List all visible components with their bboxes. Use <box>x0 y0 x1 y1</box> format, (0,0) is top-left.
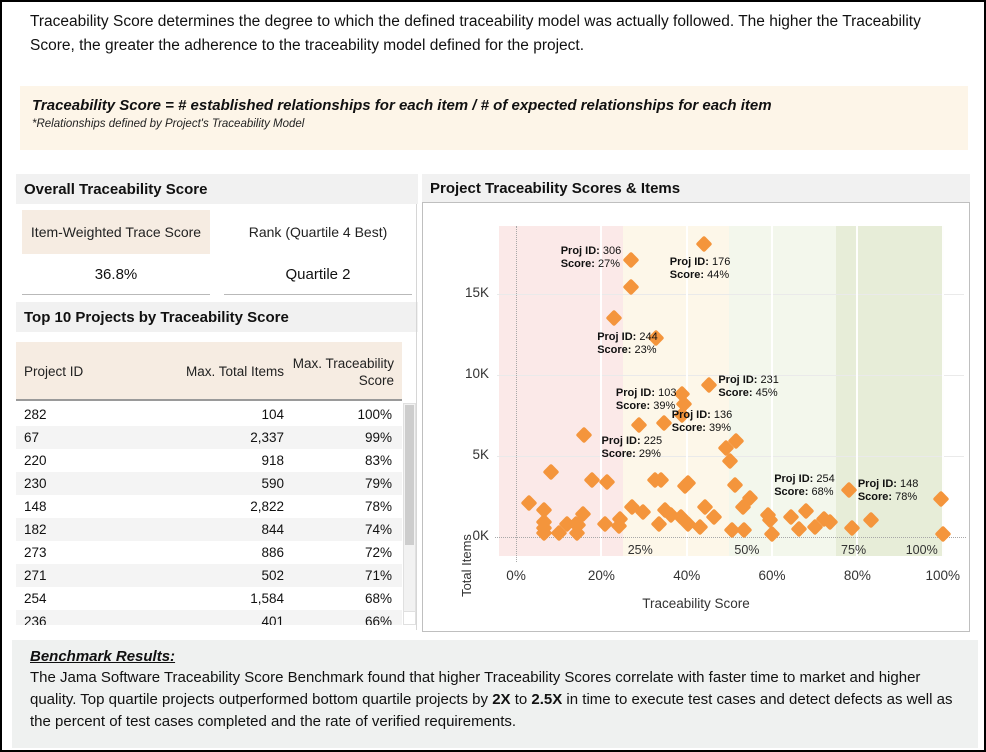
table-row[interactable] <box>16 541 402 564</box>
col-header-max-traceability-score: Max. Traceability Score <box>292 356 394 388</box>
y-axis-tick-label: 10K <box>464 365 489 381</box>
col-header-project-id: Project ID <box>24 364 84 379</box>
quartile-zone <box>499 226 623 556</box>
quartile-boundary-label: 25% <box>627 542 653 557</box>
point-annotation: Proj ID: 231 Score: 45% <box>718 373 779 399</box>
rank-value: Quartile 2 <box>285 266 351 283</box>
quartile-boundary-label: 75% <box>841 542 867 557</box>
item-weighted-score-label: Item-Weighted Trace Score <box>22 210 210 254</box>
point-annotation: Proj ID: 136 Score: 39% <box>671 408 733 435</box>
col-header-max-total-items: Max. Total Items <box>185 364 284 379</box>
x-gridline <box>942 226 944 556</box>
benchmark-title: Benchmark Results: <box>30 648 176 665</box>
table-cell: 590 <box>261 476 284 491</box>
panel-divider <box>416 204 417 630</box>
rank-label: Rank (Quartile 4 Best) <box>248 223 388 240</box>
table-row[interactable] <box>16 495 402 518</box>
table-cell: 844 <box>261 522 284 537</box>
x-axis-tick-label: 100% <box>925 568 960 583</box>
table-cell: 1,584 <box>250 591 284 606</box>
table-cell: 104 <box>261 407 284 422</box>
table-cell: 2,337 <box>250 430 284 445</box>
table-cell: 273 <box>24 545 47 560</box>
x-axis-tick-label: 80% <box>843 568 871 583</box>
table-cell: 99% <box>364 430 392 445</box>
formula-box <box>20 86 968 150</box>
x-gridline <box>600 226 602 556</box>
point-annotation: Proj ID: 148 Score: 78% <box>857 477 919 503</box>
item-weighted-score-value: 36.8% <box>94 266 138 283</box>
table-row[interactable] <box>16 426 402 449</box>
table-cell: 79% <box>364 476 392 491</box>
x-gridline <box>856 226 858 556</box>
x-axis-title: Traceability Score <box>642 596 750 611</box>
formula-text: Traceability Score = # established relationships for each item / # of expected relationships for each item <box>32 97 772 114</box>
point-annotation: Proj ID: 244 Score: 23% <box>597 331 658 357</box>
table-cell: 78% <box>364 499 392 514</box>
y-axis-tick-label: 0K <box>472 527 489 543</box>
table-cell: 182 <box>24 522 47 537</box>
chart-section-title: Project Traceability Scores & Items <box>422 174 970 202</box>
kpi-underline-left <box>22 294 210 295</box>
table-header <box>16 342 402 401</box>
table-row[interactable] <box>16 564 402 587</box>
quartile-boundary-label: 100% <box>905 542 938 557</box>
scrollbar-footer <box>404 611 415 624</box>
overall-score-section-title: Overall Traceability Score <box>16 174 418 204</box>
formula-footnote: *Relationships defined by Project's Traceability Model <box>32 118 305 130</box>
table-row[interactable] <box>16 403 402 426</box>
table-cell: 230 <box>24 476 47 491</box>
table-cell: 502 <box>261 568 284 583</box>
table-cell: 918 <box>261 453 284 468</box>
point-annotation: Proj ID: 254 Score: 68% <box>774 472 835 498</box>
x-axis-tick-label: 20% <box>587 568 615 583</box>
table-cell: 220 <box>24 453 47 468</box>
table-cell: 236 <box>24 614 47 625</box>
table-cell: 68% <box>364 591 392 606</box>
quartile-zone <box>836 226 944 556</box>
zero-x-refline <box>516 226 517 562</box>
top10-table <box>16 342 416 625</box>
table-cell: 83% <box>364 453 392 468</box>
x-axis-tick-label: 0% <box>506 568 526 583</box>
top10-section-title: Top 10 Projects by Traceability Score <box>16 302 418 332</box>
table-cell: 148 <box>24 499 47 514</box>
table-row[interactable] <box>16 472 402 495</box>
table-row[interactable] <box>16 610 402 625</box>
point-annotation: Proj ID: 103 Score: 39% <box>615 387 677 413</box>
table-row[interactable] <box>16 449 402 472</box>
intro-text: Traceability Score determines the degree to which the defined traceability model was actually followed. The higher the Traceability Score, the greater the adherence to the traceability model defined for the project. <box>30 13 921 55</box>
x-axis-tick-label: 60% <box>758 568 786 583</box>
quartile-boundary-label: 50% <box>734 542 760 557</box>
benchmark-section <box>12 640 978 748</box>
point-annotation: Proj ID: 225 Score: 29% <box>601 434 663 461</box>
y-gridline <box>497 294 964 295</box>
table-cell: 886 <box>261 545 284 560</box>
scrollbar-thumb[interactable] <box>405 405 414 545</box>
table-cell: 71% <box>364 568 392 583</box>
y-axis-tick-label: 5K <box>472 446 489 462</box>
table-cell: 66% <box>364 614 392 625</box>
table-row[interactable] <box>16 518 402 541</box>
table-row[interactable] <box>16 587 402 610</box>
table-scrollbar[interactable] <box>403 403 416 625</box>
table-cell: 100% <box>357 407 392 422</box>
table-body <box>16 403 402 625</box>
point-annotation: Proj ID: 176 Score: 44% <box>669 255 731 281</box>
table-cell: 2,822 <box>250 499 284 514</box>
table-cell: 67 <box>24 430 40 445</box>
table-cell: 72% <box>364 545 392 560</box>
scatter-chart <box>422 202 970 632</box>
table-cell: 401 <box>261 614 284 625</box>
point-annotation: Proj ID: 306 Score: 27% <box>560 244 622 271</box>
table-cell: 254 <box>24 591 47 606</box>
y-axis-tick-label: 15K <box>464 284 489 300</box>
y-axis-title: Total Items <box>458 534 474 597</box>
table-cell: 282 <box>24 407 47 422</box>
x-axis-tick-label: 40% <box>673 568 701 583</box>
table-cell: 74% <box>364 522 392 537</box>
benchmark-body: The Jama Software Traceability Score Benchmark found that higher Traceability Scores correlate with faster time to market and higher quality. Top quartile projects outperformed bottom quartile projects by 2X to 2.5X in time to execute test cases and detect defects as well as the percent of test cases completed and the rate of verified requirements. <box>30 669 953 730</box>
table-cell: 271 <box>24 568 47 583</box>
kpi-underline-right <box>224 294 412 295</box>
